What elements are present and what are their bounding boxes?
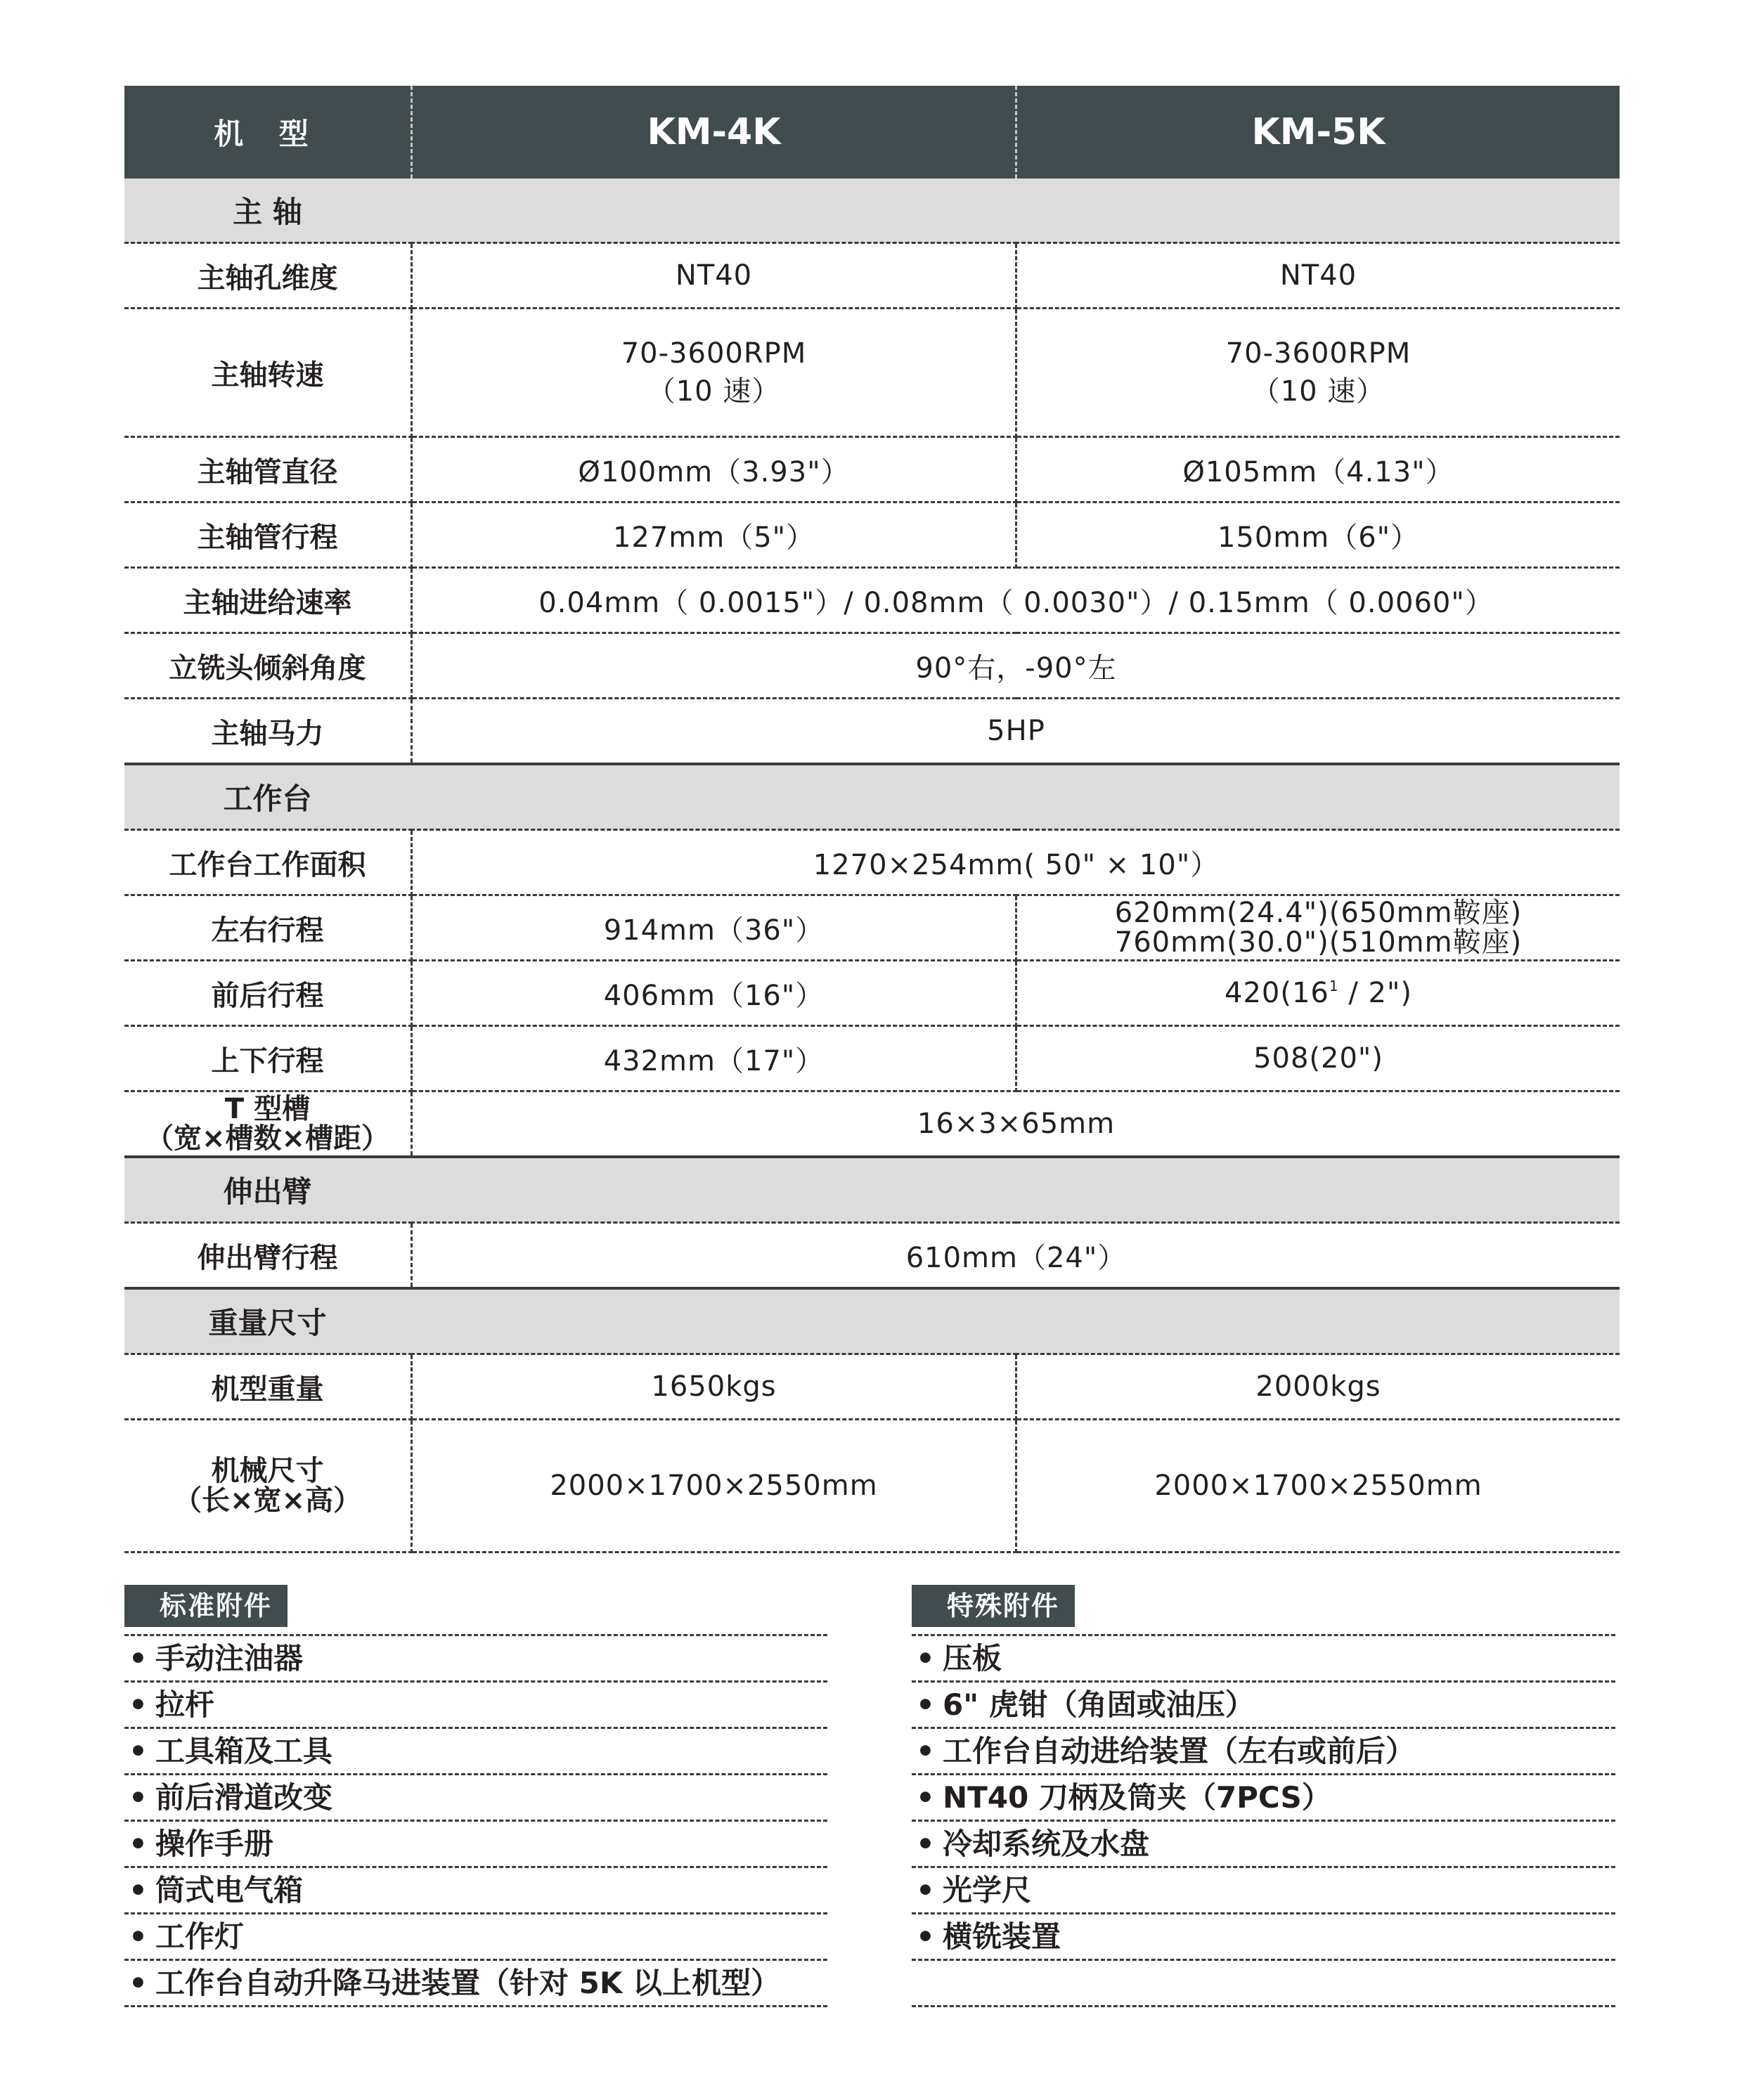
value-line: （10 速） xyxy=(1251,375,1385,408)
spec-table xyxy=(124,86,1620,1553)
bullet: • xyxy=(916,1641,935,1676)
section-title: 伸出臂 xyxy=(223,1174,312,1209)
value-part: 420(16 xyxy=(1225,977,1329,1009)
list-item-empty xyxy=(912,1961,1615,2007)
list-item xyxy=(124,1775,827,1822)
value-km-4k: 1650kgs xyxy=(412,1354,1016,1420)
special-accessories-list xyxy=(912,1634,1615,2007)
row-label: 左右行程 xyxy=(124,895,412,961)
table-row xyxy=(124,1420,1620,1553)
special-accessories-title: 特殊附件 xyxy=(912,1585,1075,1627)
section-table xyxy=(124,764,1620,830)
label-line: （宽×槽数×槽距） xyxy=(145,1122,390,1155)
bullet: • xyxy=(916,1827,935,1861)
value-shared: 5HP xyxy=(412,699,1620,765)
table-row xyxy=(124,699,1620,765)
value-km-4k: Ø100mm（3.93"） xyxy=(412,437,1016,503)
bullet: • xyxy=(129,1641,148,1676)
item-text: 工作台自动升降马进装置（针对 5K 以上机型） xyxy=(155,1966,781,2000)
value-km-4k: 127mm（5"） xyxy=(412,503,1016,568)
list-item xyxy=(912,1914,1615,1961)
value-km-4k: 2000×1700×2550mm xyxy=(412,1420,1016,1553)
value-line: 760mm(30.0")(510mm鞍座) xyxy=(1114,926,1523,959)
list-item xyxy=(912,1775,1615,1822)
special-accessories xyxy=(912,1585,1615,2007)
value-km-4k: NT40 xyxy=(412,243,1016,309)
bullet: • xyxy=(129,1873,148,1907)
value-line: （10 速） xyxy=(647,375,781,408)
section-title: 主 轴 xyxy=(233,195,302,229)
row-label: 上下行程 xyxy=(124,1026,412,1091)
value-km-5k xyxy=(1016,309,1620,437)
list-item xyxy=(124,1868,827,1914)
value-km-4k: 406mm（16"） xyxy=(412,961,1016,1026)
table-row xyxy=(124,895,1620,961)
list-item xyxy=(912,1636,1615,1683)
item-text: 筒式电气箱 xyxy=(155,1873,304,1907)
bullet: • xyxy=(129,1734,148,1768)
superscript: 1 xyxy=(1329,978,1339,994)
item-text: 工作台自动进给装置（左右或前后） xyxy=(943,1734,1416,1768)
header-label: 机 型 xyxy=(124,86,412,179)
item-text: 6" 虎钳（角固或油压） xyxy=(943,1687,1255,1722)
list-item xyxy=(124,1822,827,1868)
model-km-4k: KM-4K xyxy=(412,86,1016,179)
row-label: 主轴转速 xyxy=(124,309,412,437)
value-km-5k: 2000kgs xyxy=(1016,1354,1620,1420)
value-km-5k: NT40 xyxy=(1016,243,1620,309)
section-spindle xyxy=(124,179,1620,243)
section-arm xyxy=(124,1157,1620,1223)
list-item xyxy=(124,1729,827,1775)
bullet: • xyxy=(129,1780,148,1815)
value-km-4k: 914mm（36"） xyxy=(412,895,1016,961)
standard-accessories-title: 标准附件 xyxy=(124,1585,288,1627)
row-label: 主轴管直径 xyxy=(124,437,412,503)
header-row xyxy=(124,86,1620,179)
table-row xyxy=(124,961,1620,1026)
row-label: 工作台工作面积 xyxy=(124,830,412,895)
standard-accessories xyxy=(124,1585,827,2007)
item-text: 拉杆 xyxy=(155,1687,215,1722)
value-km-4k: 432mm（17"） xyxy=(412,1026,1016,1091)
value-km-5k: 508(20") xyxy=(1016,1026,1620,1091)
value-km-5k xyxy=(1016,961,1620,1026)
table-row xyxy=(124,568,1620,633)
standard-accessories-list xyxy=(124,1634,827,2007)
list-item xyxy=(124,1683,827,1729)
value-shared: 610mm（24"） xyxy=(412,1223,1620,1289)
section-title: 重量尺寸 xyxy=(208,1306,327,1340)
table-row xyxy=(124,830,1620,895)
item-text: 工具箱及工具 xyxy=(155,1734,333,1768)
item-text: 工作灯 xyxy=(155,1919,245,1954)
list-item xyxy=(124,1914,827,1961)
item-text: 压板 xyxy=(943,1641,1002,1676)
label-line: T 型槽 xyxy=(224,1093,311,1125)
table-row xyxy=(124,309,1620,437)
value-shared: 16×3×65mm xyxy=(412,1091,1620,1158)
table-row xyxy=(124,1223,1620,1289)
row-label: 主轴管行程 xyxy=(124,503,412,568)
bullet: • xyxy=(916,1734,935,1768)
model-km-5k: KM-5K xyxy=(1016,86,1620,179)
table-row xyxy=(124,633,1620,699)
item-text: 冷却系统及水盘 xyxy=(943,1827,1150,1861)
row-label: 主轴进给速率 xyxy=(124,568,412,633)
value-shared: 1270×254mm( 50" × 10"） xyxy=(412,830,1620,895)
table-row xyxy=(124,243,1620,309)
bullet: • xyxy=(129,1919,148,1954)
value-line: 620mm(24.4")(650mm鞍座) xyxy=(1114,897,1523,929)
value-line: 70-3600RPM xyxy=(621,337,807,370)
list-item xyxy=(124,1636,827,1683)
row-label: 立铣头倾斜角度 xyxy=(124,633,412,699)
row-label: 前后行程 xyxy=(124,961,412,1026)
item-text: 光学尺 xyxy=(943,1873,1032,1907)
value-km-5k: Ø105mm（4.13"） xyxy=(1016,437,1620,503)
row-label: 主轴马力 xyxy=(124,699,412,765)
item-text: 手动注油器 xyxy=(155,1641,304,1676)
list-item xyxy=(912,1822,1615,1868)
item-text: 横铣装置 xyxy=(943,1919,1061,1954)
row-label: 主轴孔维度 xyxy=(124,243,412,309)
value-shared: 90°右，-90°左 xyxy=(412,633,1620,699)
section-weight xyxy=(124,1288,1620,1354)
item-text: 操作手册 xyxy=(155,1827,274,1861)
value-km-5k xyxy=(1016,895,1620,961)
table-row xyxy=(124,1091,1620,1158)
value-shared: 0.04mm（ 0.0015"）/ 0.08mm（ 0.0030"）/ 0.15mm（ 0.0060"） xyxy=(412,568,1620,633)
bullet: • xyxy=(916,1687,935,1722)
table-row xyxy=(124,503,1620,568)
table-row xyxy=(124,437,1620,503)
list-item xyxy=(124,1961,827,2007)
row-label: 伸出臂行程 xyxy=(124,1223,412,1289)
table-row xyxy=(124,1026,1620,1091)
row-label: 机型重量 xyxy=(124,1354,412,1420)
item-text: NT40 刀柄及筒夹（7PCS） xyxy=(943,1780,1331,1815)
value-km-4k xyxy=(412,309,1016,437)
row-label xyxy=(124,1420,412,1553)
bullet: • xyxy=(129,1827,148,1861)
row-label xyxy=(124,1091,412,1158)
bullet: • xyxy=(916,1873,935,1907)
label-line: （长×宽×高） xyxy=(173,1484,362,1517)
list-item xyxy=(912,1868,1615,1914)
section-title: 工作台 xyxy=(223,782,312,816)
value-part: / 2") xyxy=(1338,977,1412,1009)
bullet: • xyxy=(916,1919,935,1954)
value-km-5k: 150mm（6"） xyxy=(1016,503,1620,568)
bullet: • xyxy=(916,1780,935,1815)
value-km-5k: 2000×1700×2550mm xyxy=(1016,1420,1620,1553)
bullet: • xyxy=(129,1966,148,2000)
value-line: 70-3600RPM xyxy=(1225,337,1412,370)
bullet: • xyxy=(129,1687,148,1722)
label-line: 机械尺寸 xyxy=(211,1455,324,1487)
list-item xyxy=(912,1729,1615,1775)
list-item xyxy=(912,1683,1615,1729)
table-row xyxy=(124,1354,1620,1420)
item-text: 前后滑道改变 xyxy=(155,1780,333,1815)
